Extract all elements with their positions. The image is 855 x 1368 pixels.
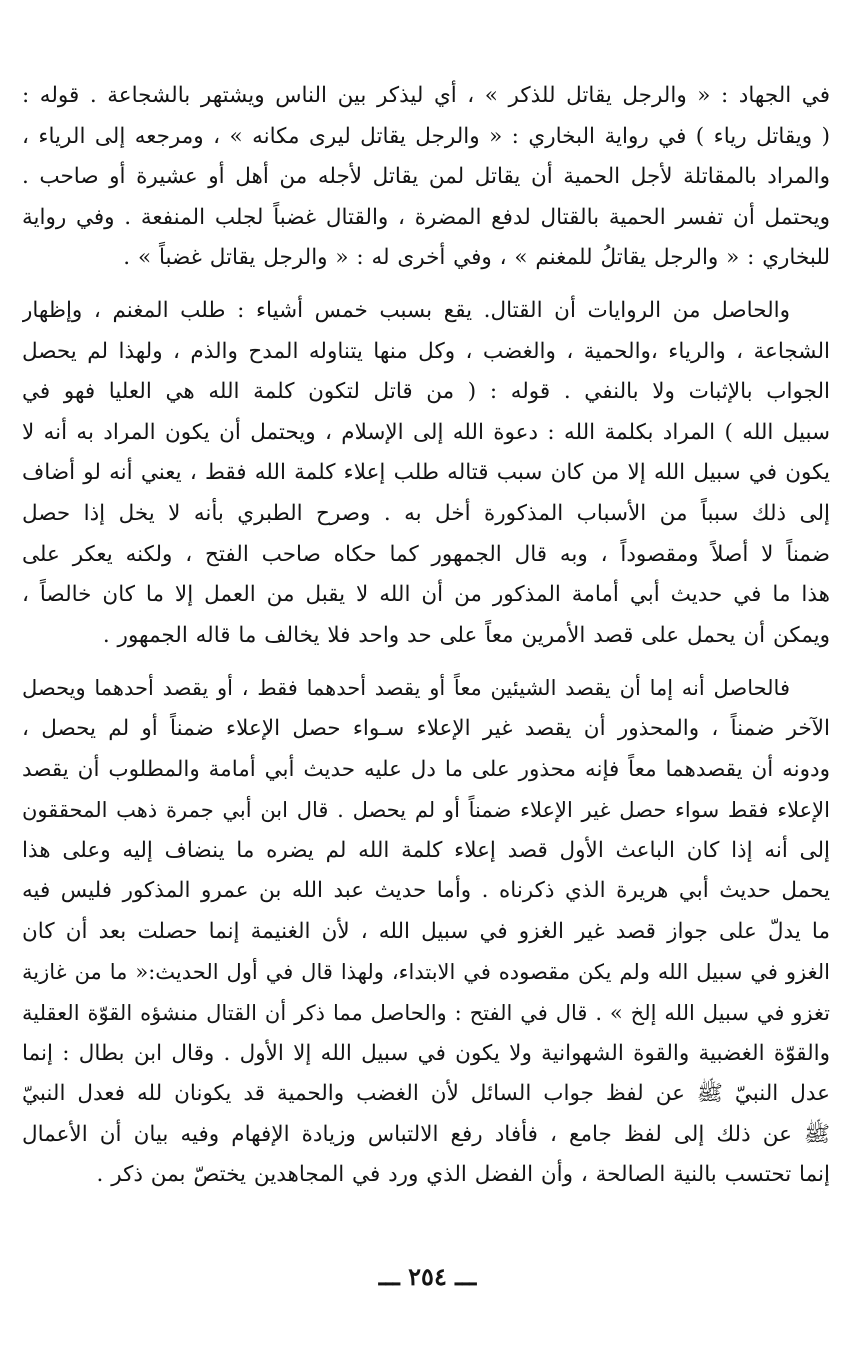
text-line: الشجاعة ، والرياء ،والحمية ، والغضب ، وكل منها يتناوله المدح والذم ، ولهذا لم يحصل — [22, 338, 830, 364]
text-line: ويحتمل أن تفسر الحمية بالقتال لدفع المضرة ، والقتال غضباً لجلب المنفعة . وفي رواية — [22, 204, 830, 230]
text-line: هذا ما في حديث أبي أمامة المذكور من أن الله لا يقبل من العمل إلا ما كان خالصاً ، — [22, 582, 830, 608]
paragraph-3 — [22, 668, 830, 1196]
text-line: في الجهاد : « والرجل يقاتل للذكر » ، أي ليذكر بين الناس ويشتهر بالشجاعة . قوله : — [22, 83, 830, 108]
text-line: فالحاصل أنه إما أن يقصد الشيئين معاً أو يقصد أحدهما فقط ، أو يقصد أحدهما ويحصل — [22, 676, 790, 701]
text-line: ضمناً لا أصلاً ومقصوداً ، وبه قال الجمهور كما حكاه صاحب الفتح ، ولكنه يعكر على — [22, 541, 830, 567]
text-line: يكون في سبيل الله إلا من كان سبب قتاله طلب إعلاء كلمة الله فقط ، يعني أنه لو أضاف — [22, 460, 830, 486]
text-line: عدل النبيّ ﷺ عن لفظ جواب السائل لأن الغضب والحمية قد يكونان لله فعدل النبيّ — [22, 1081, 830, 1107]
text-line: إنما تحتسب بالنية الصالحة ، وأن الفضل الذي ورد في المجاهدين يختصّ بمن ذكر . — [96, 1162, 830, 1188]
text-line: ودونه أن يقصدهما معاً فإنه محذور على ما دل عليه حديث أبي أمامة والمطلوب أن يقصد — [22, 756, 830, 782]
text-line: والمراد بالمقاتلة لأجل الحمية أن يقاتل لمن يقاتل لأجله من أهل أو عشيرة أو صاحب . — [22, 164, 830, 190]
text-line: والقوّة الغضبية والقوة الشهوانية ولا يكون في سبيل الله إلا الأول . وقال ابن بطال : إنما — [22, 1040, 830, 1066]
text-line: للبخاري : « والرجل يقاتلُ للمغنم » ، وفي أخرى له : « والرجل يقاتل غضباً » . — [123, 245, 830, 271]
text-line: ﷺ عن ذلك إلى لفظ جامع ، فأفاد رفع الالتباس وزيادة الإفهام وفيه بيان أن الأعمال — [22, 1121, 830, 1147]
text-line: تغزو في سبيل الله إلخ » . قال في الفتح : والحاصل مما ذكر أن القتال منشؤه القوّة العقلية — [22, 1001, 830, 1026]
paragraph-1 — [22, 76, 830, 279]
text-line: الآخر ضمناً ، والمحذور أن يقصد غير الإعلاء سـواء حصل الإعلاء ضمناً أو لم يحصل ، — [22, 715, 830, 741]
text-line: والحاصل من الروايات أن القتال. يقع بسبب خمس أشياء : طلب المغنم ، وإظهار — [22, 297, 790, 323]
text-line: ( ويقاتل رياء ) في رواية البخاري : « والرجل يقاتل ليرى مكانه » ، ومرجعه إلى الرياء ، — [22, 123, 830, 149]
text-line: الإعلاء فقط سواء حصل غير الإعلاء ضمناً أو لم يحصل . قال ابن أبي جمرة ذهب المحققون — [22, 798, 830, 823]
page-body — [22, 76, 830, 1208]
text-line: يحمل حديث أبي هريرة الذي ذكرناه . وأما حديث عبد الله بن عمرو المذكور فليس فيه — [22, 878, 830, 904]
text-line: الغزو في سبيل الله ولم يكن مقصوده في الابتداء، ولهذا قال في أول الحديث:« ما من غازية — [22, 960, 830, 985]
page-number: ـــ ٢٥٤ ـــ — [378, 1262, 477, 1291]
text-line: سبيل الله ) المراد بكلمة الله : دعوة الله إلى الإسلام ، ويحتمل أن يكون المراد به أنه لا — [22, 419, 830, 445]
text-line: إلى ذلك سبباً من الأسباب المذكورة أخل به . وصرح الطبري بأنه لا يخل إذا حصل — [22, 500, 830, 526]
text-line: ويمكن أن يحمل على قصد الأمرين معاً على حد واحد فلا يخالف ما قاله الجمهور . — [102, 622, 830, 648]
paragraph-2 — [22, 291, 830, 656]
text-line: ما يدلّ على جواز قصد غير الغزو في سبيل الله ، لأن الغنيمة إنما حصلت بعد أن كان — [22, 918, 830, 944]
text-line: الجواب بالإثبات ولا بالنفي . قوله : ( من قاتل لتكون كلمة الله هي العليا فهو في — [22, 379, 830, 405]
text-line: إلى أنه إذا كان الباعث الأول قصد إعلاء كلمة الله لم يضره ما ينضاف إليه وعلى هذا — [22, 837, 830, 863]
